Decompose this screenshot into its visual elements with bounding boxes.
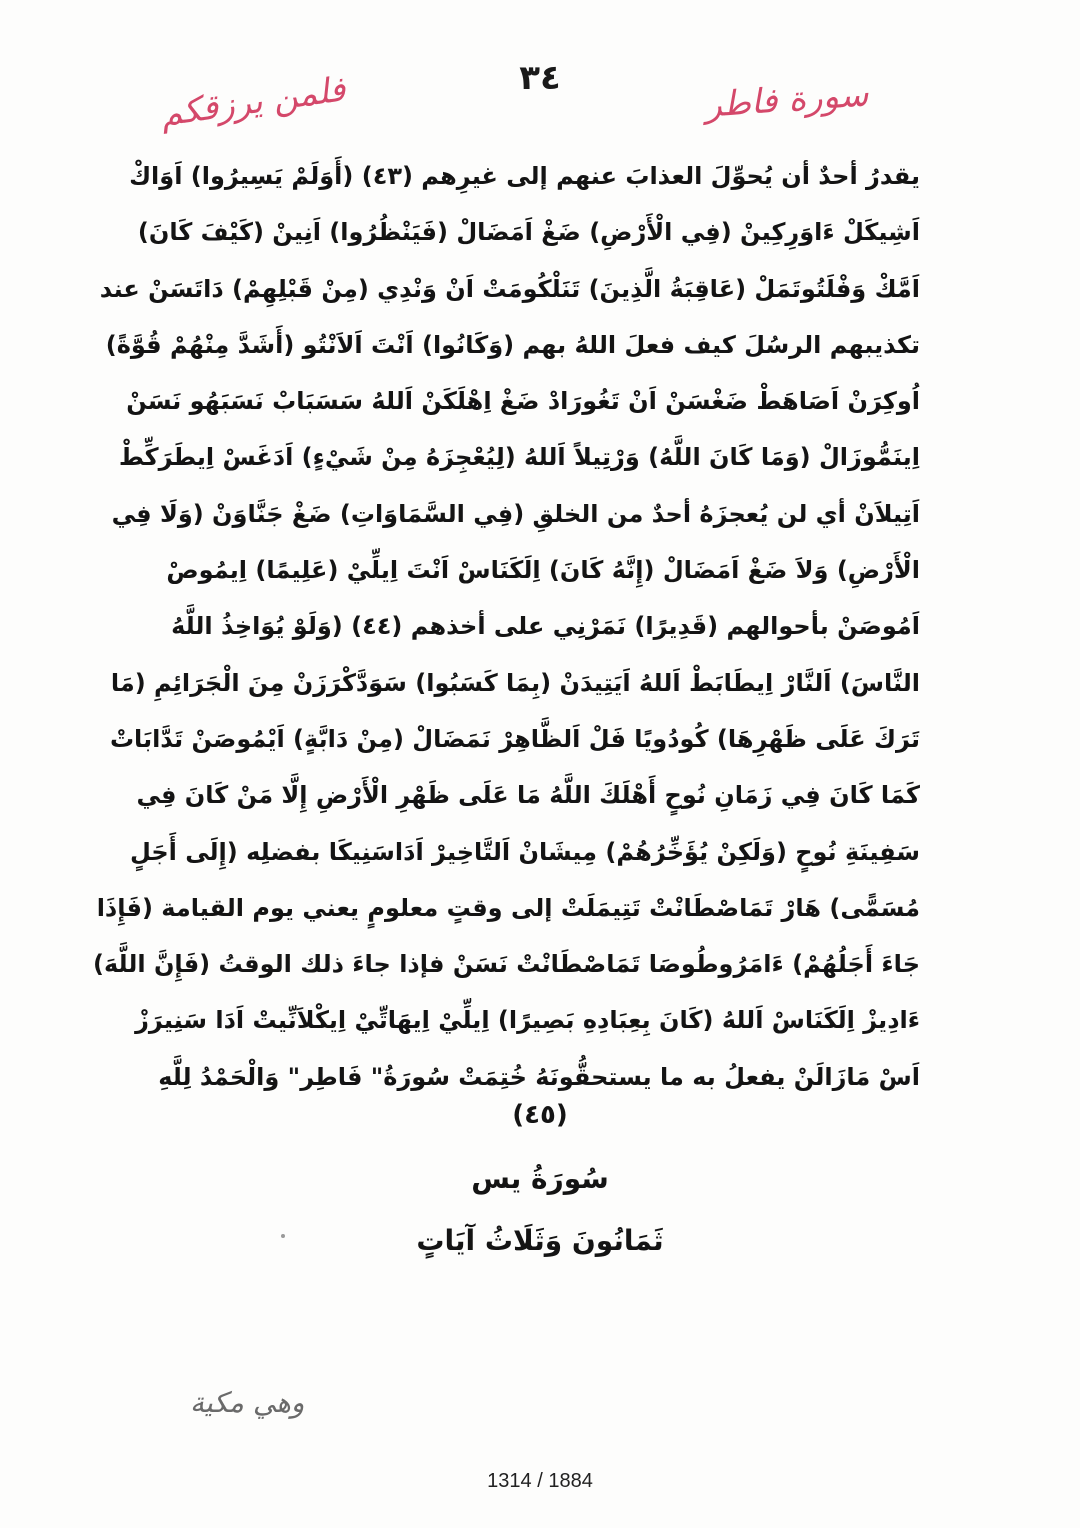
body-text [93,148,920,1105]
text-line: مُسَمًّى) هَارْ تَمَاصْطَانْتْ تَتِيمَلَتْ إلى وقتٍ معلومٍ يعني يوم القيامة (فَإِذَا [96,893,920,922]
text-line: تَرَكَ عَلَى ظَهْرِهَا) كُودُويًا فَلْ اَلظَّاهِرْ نَمَضَالْ (مِنْ دَابَّةٍ) اَيْمُوصَنْ تَدَّابَاتْ [109,724,920,753]
text-line: الْأَرْضِ) وَلاَ ضَغْ اَمَضَالْ (إِنَّهُ كَانَ) اِلَكَنَاسْ اَنْتَ اِيلِّيْ (عَلِيمًا) اِيمُوصْ [166,556,920,585]
page-counter: 1314 / 1884 [487,1470,593,1492]
text-line: اُوكِرَنْ اَصَاهَطْ ضَغْسَنْ اَنْ تَغُورَادْ ضَغْ اِهْلَكَنْ اَللهُ سَسَبَابْ نَسَبَهُو نَسَنْ [126,387,920,416]
text-line: سَفِينَةِ نُوحٍ (وَلَكِنْ يُؤَخِّرُهُمْ) مِيشَانْ اَلتَّاخِيرْ اَدَاسَنِيكَا بفضلِه (إِلَى أَجَلٍ [129,837,920,866]
text-line: النَّاسَ) اَلنَّارْ اِيطَابَطْ اَللهُ اَيَتِيدَنْ (بِمَا كَسَبُوا) سَوَدَّكْرَزَنْ مِنَ الْجَرَائِمِ (مَا [110,668,920,697]
text-line: كَمَا كَانَ فِي زَمَانِ نُوحٍ أَهْلَكَ اللَّهُ مَا عَلَى ظَهْرِ الْأَرْضِ إِلَّا مَنْ كَانَ فِي [136,781,920,810]
text-line: ءَادِيزْ اِلَكَنَاسْ اَللهُ (كَانَ بِعِبَادِهِ بَصِيرًا) اِيلِّيْ اِيهَاتِّيْ اِيكْلاَنِّيتْ اَدَا سَنِيرَزْ [135,1006,920,1035]
margin-note-left: فلمن يرزقكم [158,69,349,135]
text-line: اَسْ مَازَالَنْ يفعلُ به ما يستحقُّونَهُ خُتِمَتْ سُورَةُ" فَاطِر" وَالْحَمْدُ لِلَّهِ [158,1062,920,1091]
text-line: اَمَّكْ وَفْلَتُوتَمَلْ (عَاقِبَةُ الَّذِينَ) تَنَلْكُومَتْ اَنْ وَنْدِي (مِنْ قَبْلِهِمْ) دَاتَسَنْ عند [99,274,920,303]
handwritten-note-bottom: وهي مكية [190,1386,305,1419]
text-line: يقدرُ أحدٌ أن يُحوِّلَ العذابَ عنهم إلى غيرِهم (٤٣) (أَوَلَمْ يَسِيرُوا) اَوَاكْ [129,162,920,190]
text-line: اَمُوصَنْ بأحوالهم (قَدِيرًا) نَمَرْنِي على أخذهم (٤٤) (وَلَوْ يُوَاخِذُ اللَّهُ [171,612,920,641]
text-line: اَتِيلاَنْ أي لن يُعجزَهُ أحدٌ من الخلقِ (فِي السَّمَاوَاتِ) ضَغْ جَنَّاوَنْ (وَلَا فِي [111,499,920,528]
text-line: تكذيبهم الرسُلَ كيف فعلَ اللهُ بهم (وَكَانُوا) اَنْتَ اَلاَنْتُو (أَشَدَّ مِنْهُمْ قُوَّةً) [105,330,920,359]
text-line: جَاءَ أَجَلُهُمْ) ءَامَرُوطُوصَا تَمَاصْطَانْتْ نَسَنْ فإذا جاءَ ذلك الوقتُ (فَإِنَّ اللَّهَ) [93,950,920,979]
text-line: اِينَمُّوزَالْ (وَمَا كَانَ اللَّهُ) وَرْتِيلاً اَللهُ (لِيُعْجِزَهُ مِنْ شَيْءٍ) اَدَغَسْ اِيطَرَكِّطْ [118,443,920,472]
margin-note-right: سورة فاطر [703,74,870,126]
surah-title: سُورَةُ يس [471,1162,609,1195]
verse-count: ثَمَانُونَ وَثَلَاثُ آيَاتٍ [416,1224,664,1257]
text-line: اَشِيكَلْ ءَاوَرِكِينْ (فِي الْأَرْضِ) ضَغْ اَمَضَالْ (فَيَنْظُرُوا) اَنِينْ (كَيْفَ كَانَ) [137,218,920,247]
verse-number: (٤٥) [512,1100,568,1130]
scan-speck [281,1234,285,1238]
page-number: ٣٤ [519,58,561,98]
